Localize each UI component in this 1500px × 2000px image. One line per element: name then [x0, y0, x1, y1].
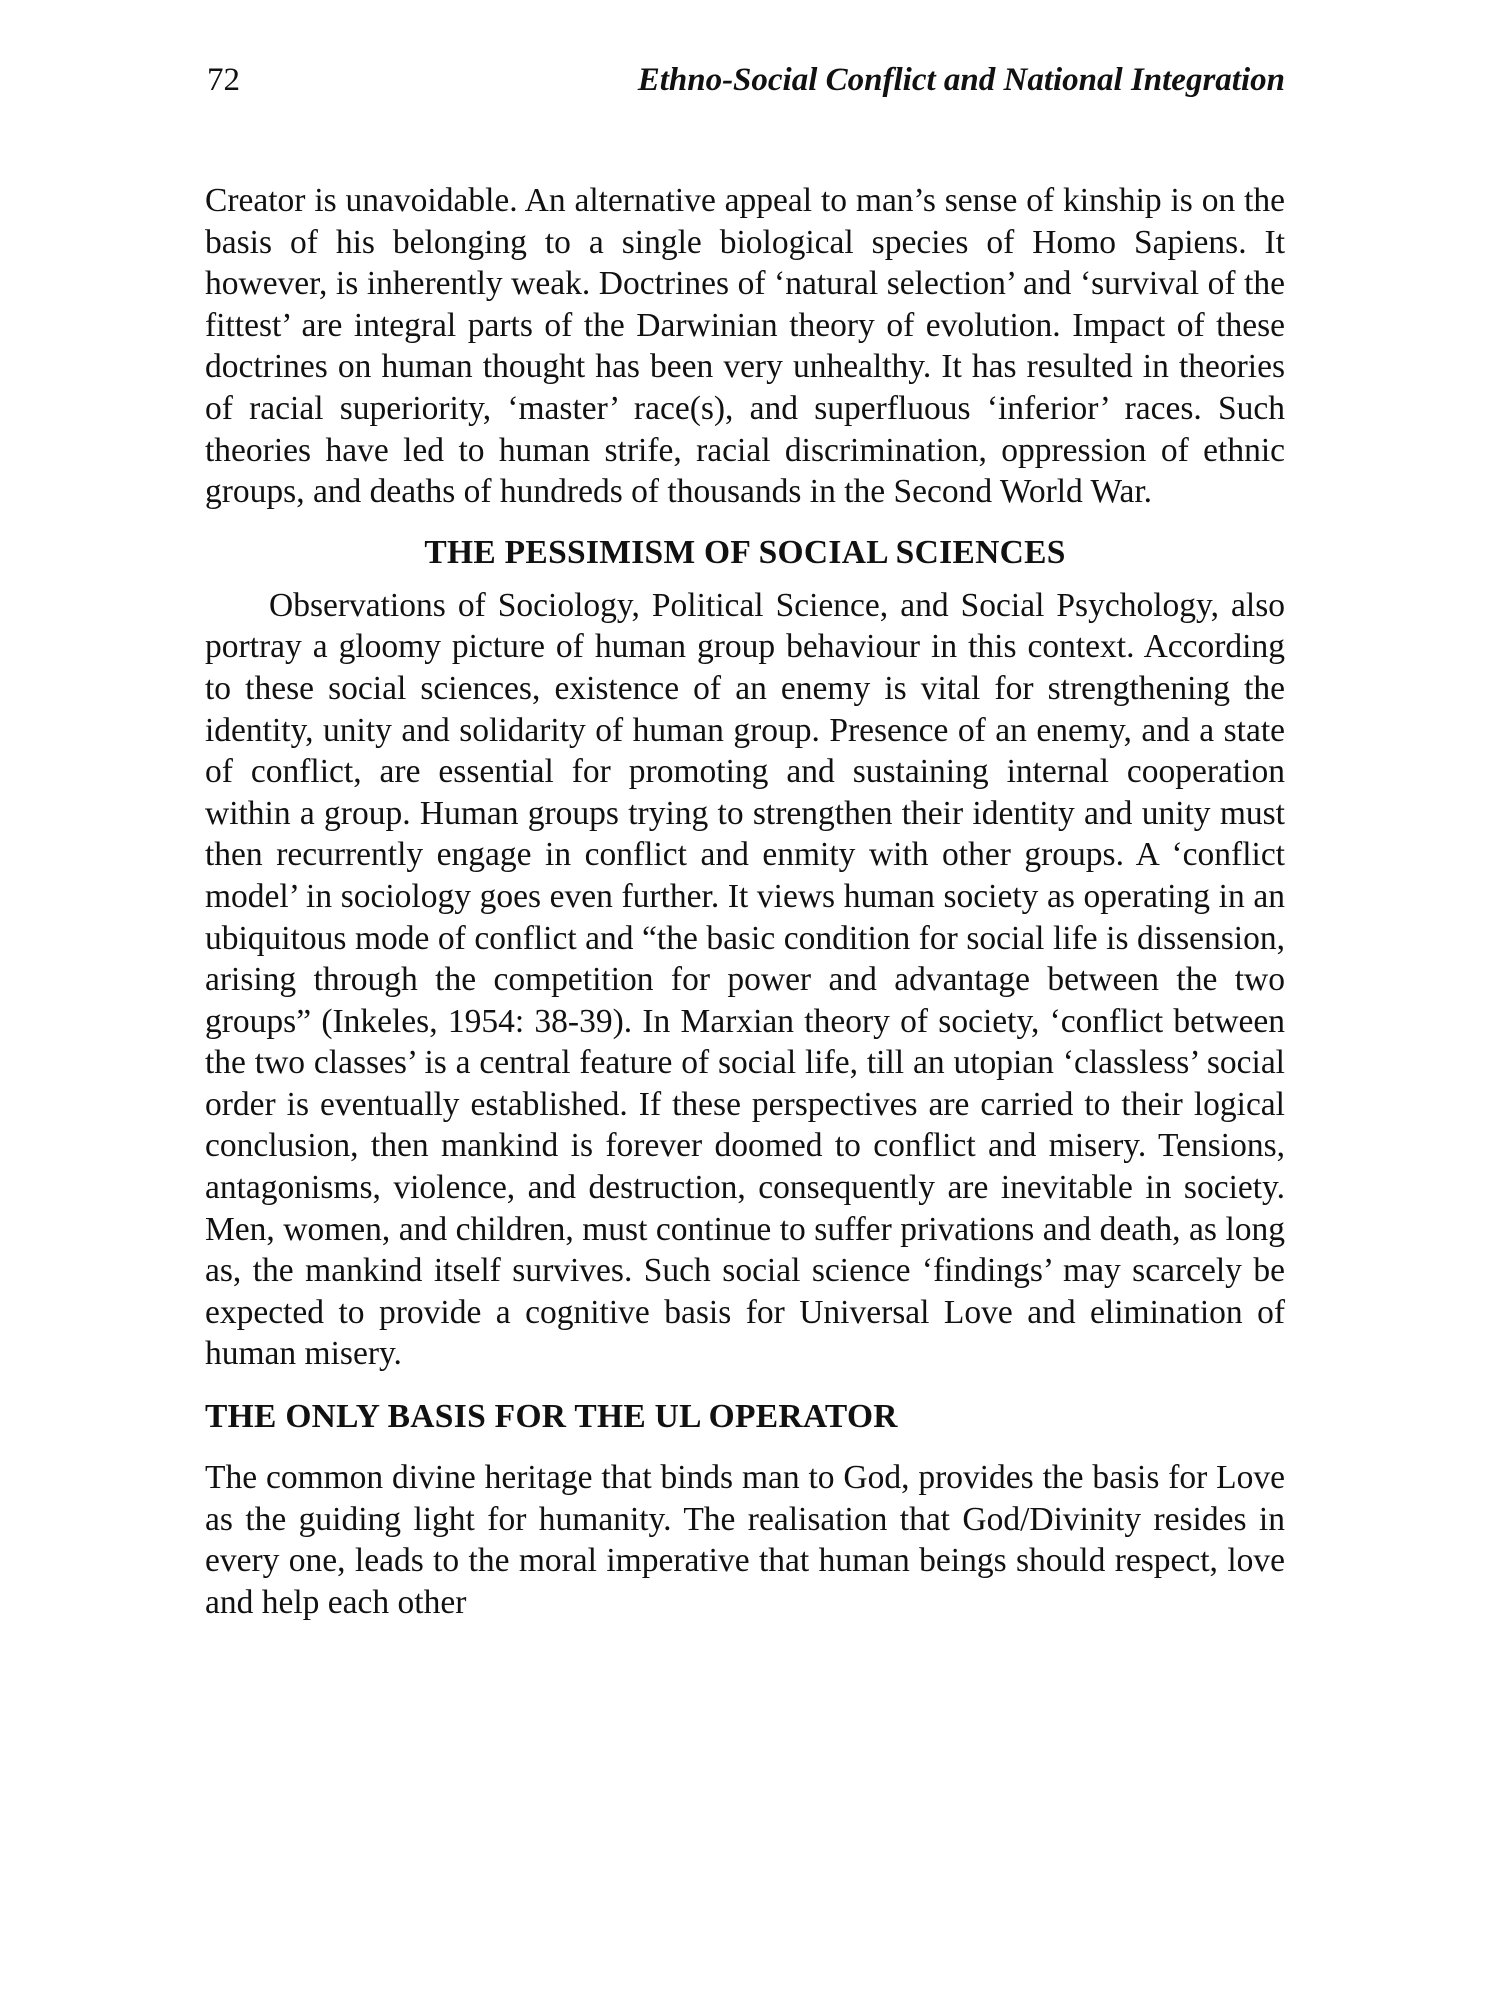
body-text [205, 180, 1285, 1623]
section-heading-pessimism: THE PESSIMISM OF SOCIAL SCIENCES [424, 533, 1066, 571]
opening-paragraph: Creator is unavoidable. An alternative appeal to man’s sense of kinship is on the basis of his belonging to a single biological species of Homo Sapiens. It however, is inherently weak. Doctrines of ‘natural selection’ and ‘survival of the fittest’ are integral parts of the Darwinian theory of evolution. Impact of these doctrines on human thought has been very unhealthy. It has resulted in theories of racial superiority, ‘master’ race(s), and superfluous ‘inferior’ races. Such theories have led to human strife, racial discrimination, oppression of ethnic groups, and deaths of hundreds of thousands in the Second World War. [205, 182, 1285, 511]
paragraph-divine-heritage: The common divine heritage that binds man to God, provides the basis for Love as the guiding light for humanity. The realisation that God/Divinity resides in every one, leads to the moral imperative that human beings should respect, love and help each other [205, 1459, 1285, 1621]
section-heading-ul-operator: THE ONLY BASIS FOR THE UL OPERATOR [205, 1398, 898, 1436]
running-header [205, 62, 1285, 110]
running-title: Ethno-Social Conflict and National Integration [637, 62, 1285, 98]
paragraph-social-sciences: Observations of Sociology, Political Science, and Social Psychology, also portray a gloomy picture of human group behaviour in this context. According to these social sciences, existence of an enemy is vital for strengthening the identity, unity and solidarity of human group. Presence of an enemy, and a state of conflict, are essential for promoting and sustaining internal cooperation within a group. Human groups trying to strengthen their identity and unity must then recurrently engage in conflict and enmity with other groups. A ‘conflict model’ in sociology goes even further. It views human society as operating in an ubiquitous mode of conflict and “the basic condition for social life is dissension, arising through the competition for power and advantage between the two groups” (Inkeles, 1954: 38-39). In Marxian theory of society, ‘conflict between the two classes’ is a central feature of social life, till an utopian ‘classless’ social order is eventually established. If these perspectives are carried to their logical conclusion, then mankind is forever doomed to conflict and misery. Tensions, antagonisms, violence, and destruction, consequently are inevitable in society. Men, women, and children, must continue to suffer privations and death, as long as, the mankind itself survives. Such social science ‘findings’ may scarcely be expected to provide a cognitive basis for Universal Love and elimination of human misery. [205, 586, 1285, 1373]
book-page [205, 62, 1285, 1623]
page-number: 72 [207, 62, 240, 98]
